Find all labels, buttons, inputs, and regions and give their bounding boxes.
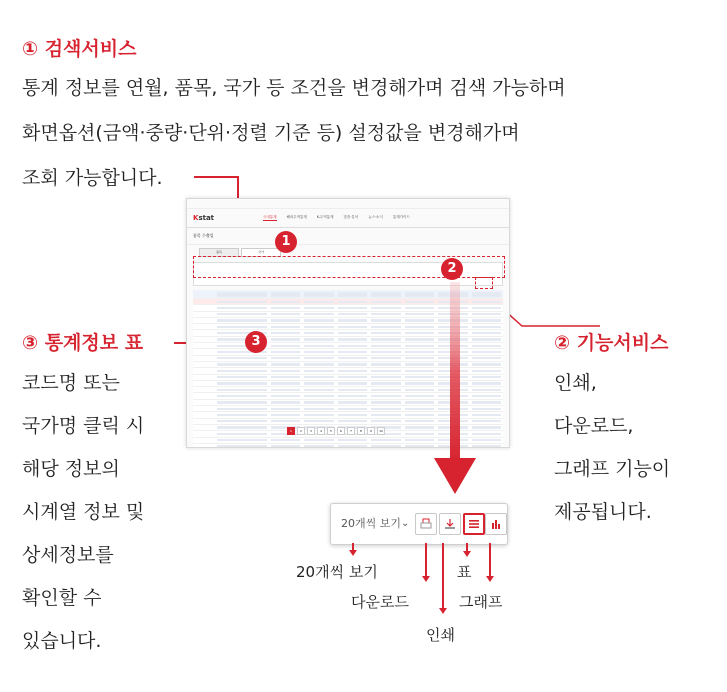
- mock-menu-item[interactable]: 통계가이드: [392, 215, 410, 219]
- mock-menu: [263, 215, 410, 221]
- per-page-select[interactable]: [341, 514, 417, 534]
- mock-menu-item[interactable]: K-무역통계: [316, 215, 334, 219]
- mock-page[interactable]: 8: [357, 427, 365, 435]
- mock-page[interactable]: 7: [347, 427, 355, 435]
- mock-menu-item[interactable]: 해외무역통계: [286, 215, 307, 219]
- mock-nav: [187, 209, 509, 228]
- mock-page[interactable]: 2: [297, 427, 305, 435]
- print-label: 인쇄: [426, 626, 455, 644]
- graph-label: 그래프: [459, 593, 503, 611]
- mock-pagination: [287, 427, 385, 435]
- callout-print-line: [442, 543, 444, 609]
- mock-top-bar: [187, 199, 509, 209]
- bar-chart-icon: [490, 518, 502, 530]
- download-icon: [444, 518, 456, 530]
- table-info-line-6: 확인할 수: [22, 587, 102, 609]
- mock-page-title: 품목 수출입: [187, 228, 509, 245]
- table-icon: [468, 518, 480, 530]
- mock-page[interactable]: 3: [307, 427, 315, 435]
- table-info-line-7: 있습니다.: [22, 630, 102, 652]
- result-toolbar: [330, 503, 508, 545]
- table-info-line-1: 코드명 또는: [22, 372, 120, 394]
- feature-service-line-3: 그래프 기능이: [554, 458, 671, 480]
- search-service-line-2: 화면옵션(금액·중량·단위·정렬 기준 등) 설정값을 변경해가며: [22, 122, 520, 144]
- search-service-title: ① 검색서비스: [22, 38, 137, 60]
- callout-table-arrow: [463, 551, 471, 557]
- chevron-down-icon: ⌄: [401, 518, 410, 529]
- mock-page[interactable]: 9: [367, 427, 375, 435]
- print-icon: [420, 518, 432, 530]
- feature-service-line-4: 제공됩니다.: [554, 501, 652, 523]
- mock-menu-item[interactable]: 국내통계: [263, 215, 277, 219]
- feature-service-line-2: 다운로드,: [554, 415, 634, 437]
- download-label: 다운로드: [351, 593, 409, 611]
- mock-page[interactable]: 1: [287, 427, 295, 435]
- callout-graph-line: [489, 543, 491, 577]
- table-info-line-3: 해당 정보의: [22, 458, 120, 480]
- table-view-button[interactable]: [463, 513, 485, 535]
- download-button[interactable]: [439, 513, 461, 535]
- table-info-line-5: 상세정보를: [22, 544, 114, 566]
- print-button[interactable]: [415, 513, 437, 535]
- table-info-line-4: 시계열 정보 및: [22, 501, 145, 523]
- zoom-arrow: [422, 282, 502, 496]
- mock-menu-item[interactable]: 맞춤·분석: [343, 215, 359, 219]
- search-service-line-1: 통계 정보를 연월, 품목, 국가 등 조건을 변경해가며 검색 가능하며: [22, 77, 566, 99]
- badge-2: 2: [441, 258, 463, 280]
- feature-service-title: ② 기능서비스: [554, 332, 669, 354]
- callout-download-line: [425, 543, 427, 577]
- callout-download-arrow: [422, 576, 430, 582]
- mock-menu-item[interactable]: 뉴스·소식: [368, 215, 383, 219]
- kstat-logo: Kstat: [193, 214, 215, 222]
- search-service-line-3: 조회 가능합니다.: [22, 167, 163, 189]
- mock-page[interactable]: 6: [337, 427, 345, 435]
- mock-page[interactable]: 10: [377, 427, 385, 435]
- mock-tab-country[interactable]: 국가: [241, 248, 281, 257]
- callout-print-arrow: [439, 608, 447, 614]
- table-info-line-2: 국가명 클릭 시: [22, 415, 145, 437]
- callout-graph-arrow: [486, 576, 494, 582]
- callout-line-1a: [194, 176, 238, 178]
- callout-per-page-arrow: [349, 550, 357, 556]
- mock-page[interactable]: 4: [317, 427, 325, 435]
- per-page-select-value: 20개씩 보기: [341, 517, 401, 530]
- mock-page[interactable]: 5: [327, 427, 335, 435]
- badge-3: 3: [245, 331, 267, 353]
- table-label: 표: [457, 563, 472, 581]
- mock-tab-item[interactable]: 품목: [199, 248, 239, 257]
- per-page-label: 20개씩 보기: [296, 563, 378, 581]
- feature-service-line-1: 인쇄,: [554, 372, 597, 394]
- badge-1: 1: [275, 231, 297, 253]
- table-info-title: ③ 통계정보 표: [22, 332, 144, 354]
- graph-view-button[interactable]: [485, 513, 507, 535]
